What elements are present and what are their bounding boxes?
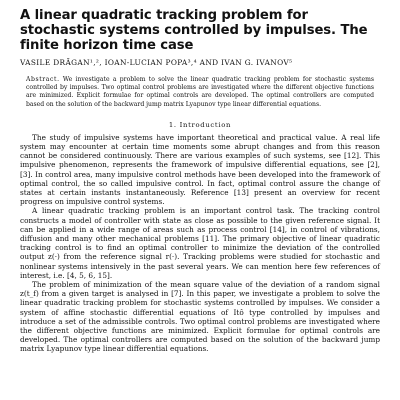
author-list: VASILE DRĂGAN¹,², IOAN-LUCIAN POPA³,⁴ AND IVAN G. IVANOV⁵	[20, 58, 293, 67]
paper-title: A linear quadratic tracking problem for stochastic systems controlled by impulses. The finite horizon time case	[20, 8, 368, 53]
body-paragraph-1: The study of impulsive systems have important theoretical and practical value. A real life system may encounter at certain time moments some abrupt changes and from this reason cannot be considered continuously. There are various examples of such systems, see [12]. This impulsive phenomenon, represents the framework of impulsive differential equations, see [2], [3]. In control area, many impulsive control methods have been developed into the framework of optimal control, the so called impulsive control. In fact, optimal control assure the change of states at certain instants instantaneously. Reference [13] present an overview for recent progress on impulsive control systems.	[20, 132, 380, 207]
body-paragraph-2: A linear quadratic tracking problem is an important control task. The tracking control constructs a model of controller with state as close as possible to the given reference signal. It can be applied in a wide range of areas such as process control [14], in control of vibrations, diffusion and many other mechanical problems [11]. The primary objective of linear quadratic tracking control is to find an optimal controller to minimize the deviation of the controlled output z(·) from the reference signal r(·). Tracking problems were studied for stochastic and nonlinear systems intensively in the past several years. We can mention here few references of interest, i.e. [4, 5, 6, 15].	[20, 206, 380, 280]
abstract-label: Abstract.	[26, 76, 60, 83]
abstract-text: We investigate a problem to solve the linear quadratic tracking problem for stochastic systems controlled by impulses. Two optimal control problems are investigated where the different objective functions are minimized. Explicit formulae for optimal controls are developed. The optimal controllers are computed based on the solution of the backward jump matrix Lyapunov type linear differential equations.	[26, 76, 375, 108]
abstract	[26, 76, 374, 109]
section-heading: 1. Introduction	[168, 120, 232, 129]
body-paragraph-3: The problem of minimization of the mean square value of the deviation of a random signal z(t_f) from a given target is analysed in [7]. In this paper, we investigate a problem to solve the linear quadratic tracking problem for stochastic systems controlled by impulses. We consider a system of affine stochastic differential equations of Itô type controlled by impulses and introduce a set of the admissible controls. Two optimal control problems are investigated where the different objective functions are minimized. Explicit formulae for optimal controls are developed. The optimal controllers are computed based on the solution of the backward jump matrix Lyapunov type linear differential equations.	[20, 280, 380, 354]
